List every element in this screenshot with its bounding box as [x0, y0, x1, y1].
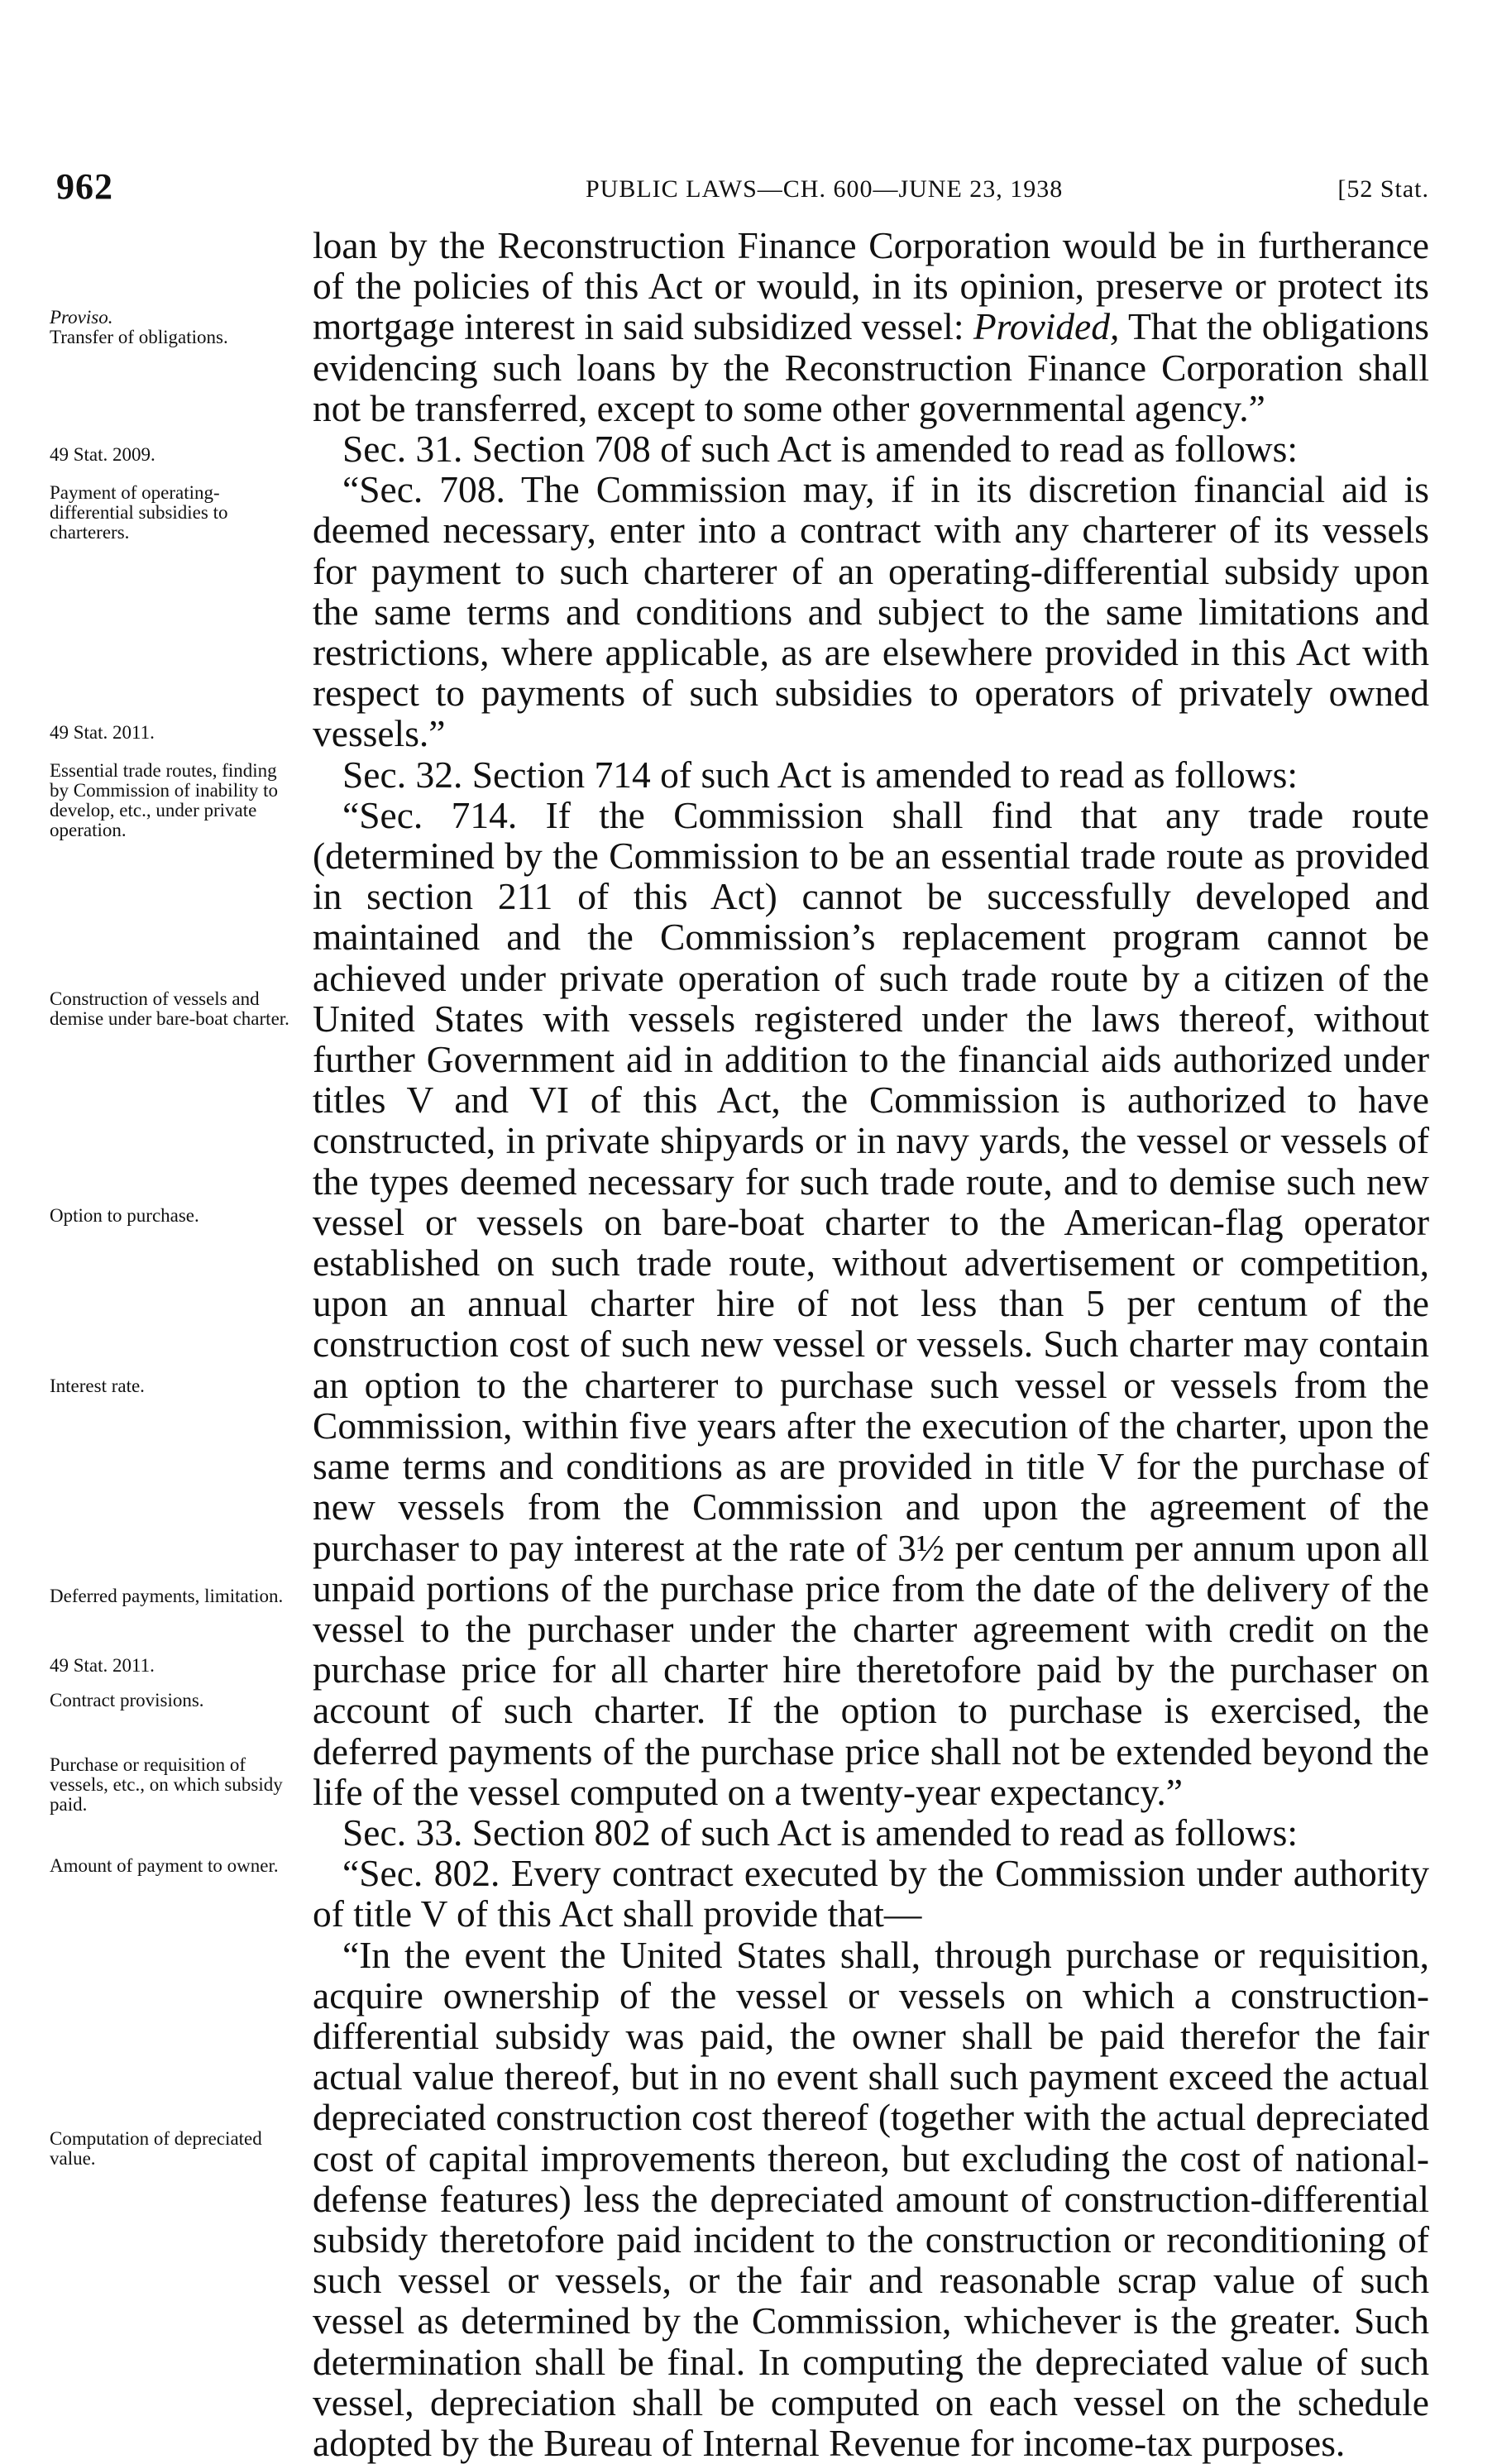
section-708-text: “Sec. 708. The Commission may, if in its discretion financial aid is deemed necessary, enter into a contract with any charterer of its vessels for payment to such charterer of an operating-differential subsidy upon the same terms and conditions and subject to the same limitations and restrictions, where applicable, as are elsewhere provided in this Act with respect to payments of such subsidies to operators of privately owned vessels.”	[313, 468, 1429, 755]
section-802-text: “Sec. 802. Every contract executed by the Commission under authority of title V of this Act shall provide that—	[313, 1852, 1429, 1935]
margin-note-49-stat-2011-b: 49 Stat. 2011.	[50, 1655, 155, 1676]
margin-note-transfer: Transfer of obligations.	[50, 327, 228, 347]
page-number: 962	[56, 166, 113, 207]
margin-note-49-stat-2009: 49 Stat. 2009.	[50, 444, 155, 465]
margin-note-option-purchase: Option to purchase.	[50, 1205, 199, 1226]
margin-note-payment-subsidies: Payment of operating-differential subsidies to charterers.	[50, 482, 228, 543]
section-714-text: “Sec. 714. If the Commission shall find that any trade route (determined by the Commission to be an essential trade route as provided in section 211 of this Act) cannot be successfully developed and maintained and the Commission’s replacement program cannot be achieved under private operation of such trade route by a citizen of the United States with vessels registered under the laws thereof, without further Government aid in addition to the financial aids authorized under titles V and VI of this Act, the Commission is authorized to have constructed, in private shipyards or in navy yards, the vessel or vessels of the types deemed necessary for such trade route, and to demise such new vessel or vessels on bare-boat charter to the American-flag operator established on such trade route, without advertisement or competition, upon an annual charter hire of not less than 5 per centum of the construction cost of such new vessel or vessels. Such charter may contain an option to the charterer to purchase such vessel or vessels from the Commission, within five years after the execution of the charter, upon the same terms and conditions as are provided in title V for the purchase of new vessels from the Commission and upon the agreement of the purchaser to pay interest at the rate of 3½ per centum per annum upon all unpaid portions of the purchase price from the date of the delivery of the vessel to the purchaser under the charter agreement with credit on the purchase price for all charter hire theretofore paid by the purchaser on account of such charter. If the option to purchase is exercised, the deferred payments of the purchase price shall not be extended beyond the life of the vessel computed on a twenty-year expectancy.”	[313, 793, 1429, 1813]
margin-note-purchase-requisition: Purchase or requisition of vessels, etc., on which subsidy paid.	[50, 1754, 283, 1815]
running-head: PUBLIC LAWS—CH. 600—JUNE 23, 1938	[586, 175, 1064, 203]
margin-note-essential-trade-routes: Essential trade routes, finding by Commission of inability to develop, etc., under private operation.	[50, 760, 279, 840]
statute-reference: [52 Stat.	[1337, 175, 1429, 203]
margin-note-deferred-payments: Deferred payments, limitation.	[50, 1586, 284, 1606]
margin-note-interest-rate: Interest rate.	[50, 1376, 145, 1396]
margin-note-contract-provisions: Contract provisions.	[50, 1690, 204, 1710]
paragraph-loan-continuation: loan by the Reconstruction Finance Corporation would be in furtherance of the policies of this Act or would, in its opinion, preserve or protect its mortgage interest in said subsidized vessel: Provided, That the obligations evidencing such loans by the Reconstruction Finance Corporation shall not be transferred, except to some other governmental agency.”	[313, 224, 1429, 429]
section-802-provision: “In the event the United States shall, through purchase or requisition, acquire ownership of the vessel or vessels on which a construction-differential subsidy was paid, the owner shall be paid therefor the fair actual value thereof, but in no event shall such payment exceed the actual depreciated construction cost thereof (together with the actual depreciated cost of capital improvements thereon, but excluding the cost of national-defense features) less the depreciated amount of construction-differential subsidy theretofore paid incident to the construction or reconditioning of such vessel or vessels, or the fair and reasonable scrap value of such vessel as determined by the Commission, whichever is the greater. Such determination shall be final. In computing the depreciated value of such vessel, depreciation shall be computed on each vessel on the schedule adopted by the Bureau of Internal Revenue for income-tax purposes.	[313, 1933, 1429, 2464]
margin-note-computation: Computation of depreciated value.	[50, 2128, 262, 2169]
section-32-heading: Sec. 32. Section 714 of such Act is amended to read as follows:	[342, 753, 1298, 796]
margin-note-49-stat-2011-a: 49 Stat. 2011.	[50, 722, 155, 743]
margin-note-amount-payment: Amount of payment to owner.	[50, 1855, 279, 1876]
section-31-heading: Sec. 31. Section 708 of such Act is amended to read as follows:	[342, 428, 1298, 471]
section-33-heading: Sec. 33. Section 802 of such Act is amended to read as follows:	[342, 1811, 1298, 1854]
margin-note-construction-demise: Construction of vessels and demise under bare-boat charter.	[50, 988, 289, 1029]
statute-body	[313, 225, 1429, 2463]
margin-note-proviso: Proviso.	[50, 307, 113, 328]
page-header	[56, 165, 1429, 207]
proviso-provided: Provided,	[973, 305, 1120, 348]
